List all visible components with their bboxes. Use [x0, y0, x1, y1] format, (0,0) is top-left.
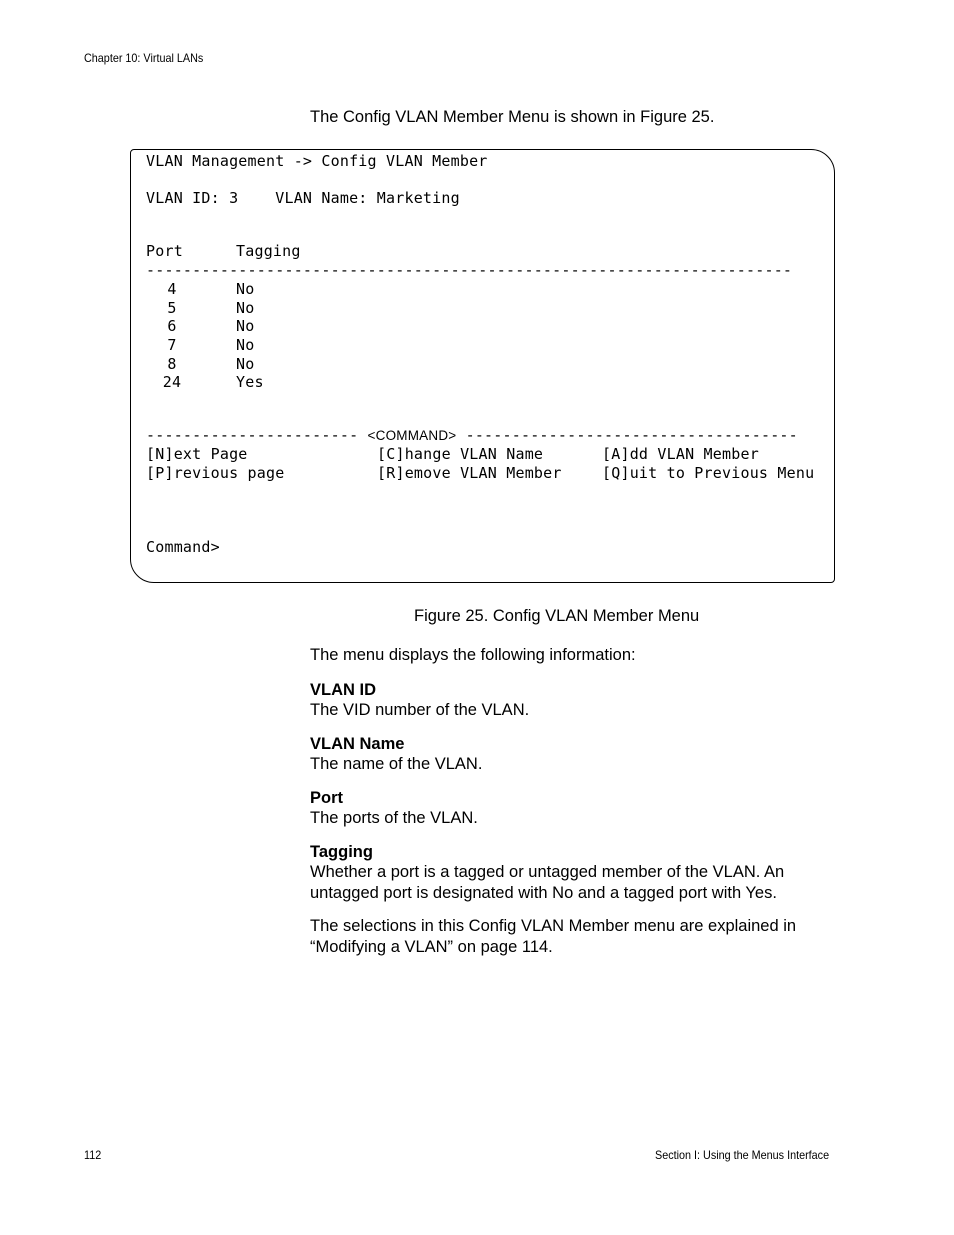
terminal-screen	[130, 149, 835, 583]
definition-description: The name of the VLAN.	[310, 755, 483, 773]
port-number: 4	[167, 280, 177, 298]
tagging-column-header: Tagging	[236, 242, 301, 260]
definition-description: The VID number of the VLAN.	[310, 701, 530, 719]
remove-vlan-member-command[interactable]: [R]emove VLAN Member	[377, 464, 562, 482]
definition-item	[310, 842, 850, 904]
tagging-value: No	[236, 298, 255, 317]
command-rule-left: -----------------------	[146, 426, 368, 444]
quit-command[interactable]: [Q]uit to Previous Menu	[602, 464, 815, 482]
definition-term: Tagging	[310, 842, 373, 861]
port-column-header: Port	[146, 242, 183, 260]
next-page-command[interactable]: [N]ext Page	[146, 445, 248, 463]
tagging-value: No	[236, 336, 255, 355]
port-number: 6	[167, 317, 177, 336]
previous-page-command[interactable]: [P]revious page	[146, 464, 285, 482]
definition-term: VLAN ID	[310, 680, 376, 699]
command-divider	[146, 426, 798, 446]
definition-item	[310, 788, 850, 829]
port-number: 7	[167, 336, 177, 355]
closing-paragraph: The selections in this Config VLAN Member menu are explained in “Modifying a VLAN” on page 114.	[310, 917, 797, 956]
page-number: 112	[84, 1148, 102, 1162]
definition-item	[310, 680, 850, 721]
intro-text: The Config VLAN Member Menu is shown in Figure 25.	[310, 108, 715, 126]
running-header: Chapter 10: Virtual LANs	[84, 51, 204, 65]
tagging-value: No	[236, 317, 255, 336]
tagging-value: No	[236, 354, 255, 373]
vlan-info: VLAN ID: 3 VLAN Name: Marketing	[146, 189, 460, 207]
figure-caption: Figure 25. Config VLAN Member Menu	[414, 607, 700, 625]
port-number: 5	[167, 298, 177, 317]
definition-item	[310, 734, 850, 775]
definition-description: The ports of the VLAN.	[310, 809, 478, 827]
change-vlan-name-command[interactable]: [C]hange VLAN Name	[377, 445, 544, 463]
command-rule-right: ------------------------------------	[456, 426, 798, 444]
menu-title: VLAN Management -> Config VLAN Member	[146, 152, 488, 170]
tagging-value: Yes	[236, 373, 264, 392]
body-text	[310, 645, 850, 957]
port-number: 24	[162, 373, 182, 392]
definition-description: Whether a port is a tagged or untagged member of the VLAN. An untagged port is designated with No and a tagged port with Yes.	[310, 863, 785, 902]
command-label: <COMMAND>	[367, 428, 457, 443]
port-number: 8	[167, 354, 177, 373]
definition-term: VLAN Name	[310, 734, 405, 753]
section-footer: Section I: Using the Menus Interface	[655, 1148, 830, 1162]
command-prompt[interactable]: Command>	[146, 538, 220, 556]
definition-term: Port	[310, 788, 343, 807]
table-divider: ----------------------------------------------------------------------	[146, 261, 793, 279]
add-vlan-member-command[interactable]: [A]dd VLAN Member	[602, 445, 759, 463]
tagging-value: No	[236, 280, 255, 298]
lead-paragraph: The menu displays the following information:	[310, 646, 636, 664]
